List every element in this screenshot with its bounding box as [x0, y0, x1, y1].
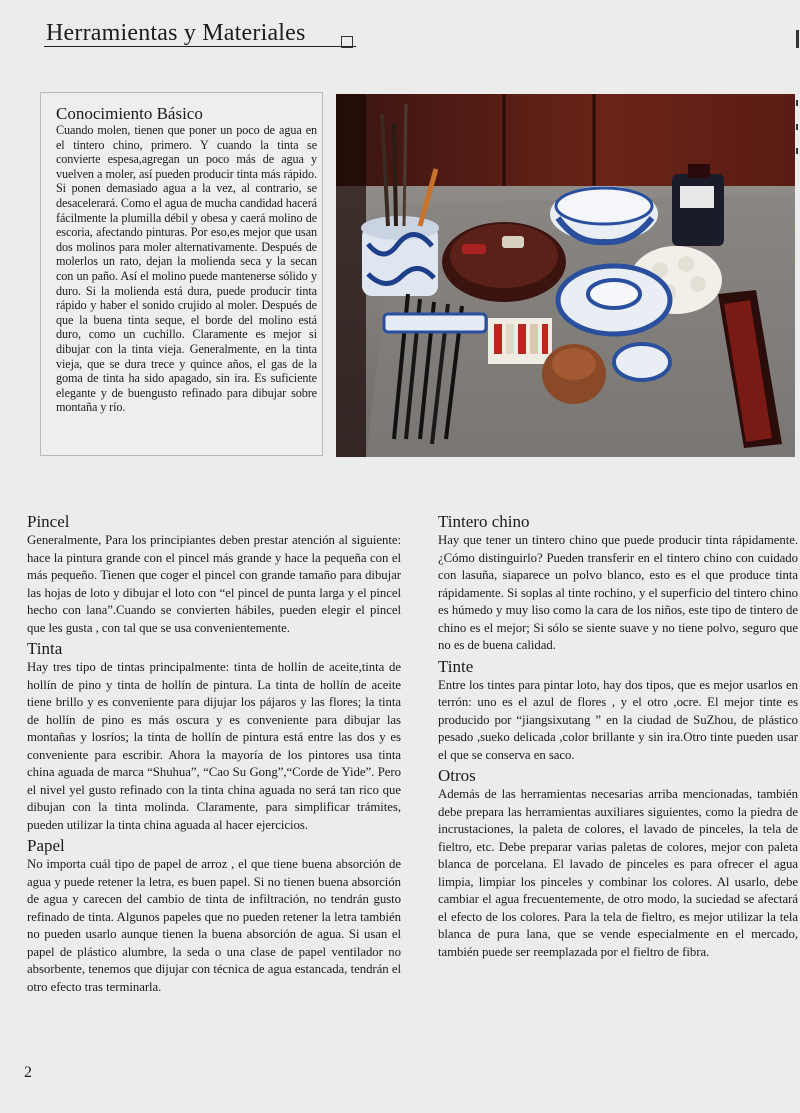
next-page-edge [796, 30, 800, 230]
left-column [27, 512, 401, 998]
section-text-pincel: Generalmente, Para los principiantes deben prestar atención al siguiente: hace la pintura grande con el pincel más grande y hace la pequeña con el más pequeño. Tienen que coger el pincel con grande tamaño para dibujar las hojas de loto y dibujar el loto con “el pincel de punta larga y el pincel hecho con lana”.Cuando se convierten hábiles, pueden elegir el pincel que les gusta , con tal que se usa convenientemente. [27, 533, 401, 635]
section-title-papel: Papel [27, 836, 65, 855]
page-number: 2 [24, 1064, 32, 1081]
knowledge-text: Cuando molen, tienen que poner un poco de agua en el tintero chino, primero. Y cuando la tinta se convierte espesa,agregan un poco más de agua y vuelven a moler, así pueden producir tinta más rápido. Si ponen demasiado agua a la vez, al contrario, se desacelerará. Como el agua de mucha candidad hacerá fácilmente la plumilla débil y obesa y caerá molino de escoria, afectando pinturas. Por eso,es mejor que usan dos molinos para moler alternativamente. Después de molerlos un rato, dejan la molienda seca y la secan con un paño. Así el molino puede mantenerse sólido y duro. Si la molienda está dura, puede producir tinta rápido y haber el sonido crujido al moler. Después de que la buena tinta seque, el borde del molino está duro, como un cuchillo. Claramente es mejor si dibujar con la tinta vieja. Generalmente, en la tinta vieja, que se dura trece y quince años, el gas de la goma de tinta ha sido apagado, sin ira. Es suficiente elegante y de buengusto refinado para dibujar sobre montaña y río. [56, 123, 317, 415]
section-title-tintero: Tintero chino [438, 512, 530, 531]
section-title-tinte: Tinte [438, 656, 474, 676]
section-text-otros: Además de las herramientas necesarias arriba mencionadas, también debe prepara las herramientas auxiliares siguientes, como la piedra de incrustaciones, la paleta de colores, el lavado de pinceles, la tela de fieltro, etc. Debe preparar varias paletas de colores, mejor con paleta blanca de porcelana. El lavado de pinceles es para ofrecer el agua limpia, limpiar los pinceles y combinar los colores. Al usarlo, debe cambiar el agua frecuentemente, de otro modo, la suciedad se afectará el efecto de los colores. Para la tela de fieltro, es mejor utilizar la tela blanca de pura lana, que se vende especialmente en el mercado, también puede ser reemplazada por el fieltro de fibra. [438, 787, 798, 959]
section-text-papel: No importa cuál tipo de papel de arroz , el que tiene buena absorción de agua y puede retener la letra, es buen papel. Si no tienen buena absorción de agua y carecen del cambio de tinta de infiltración, no tendrán gusto refinado de tinta. Algunos papeles que no pueden retener la letra también no pueden usarlo aunque tienen la buena absorción de agua. Si usan el papel de plástico alumbre, la seda o una clase de papel ventilador no absorbente, tenemos que dijujar con técnica de agua estancada, tendrán el otro efecto tras terminarla. [27, 857, 401, 994]
section-text-tinte: Entre los tintes para pintar loto, hay dos tipos, que es mejor usarlos en terrón: uno es el azul de flores , y el otro ,ocre. El mejor tinte es producido por “jiangsixutang ” en la ciudad de SuZhou, de plástico pesado ,sueko delicada ,color brillante y sin ira.Otro tinte pueden usar el que se conserva en saco. [438, 677, 798, 762]
section-text-tinta: Hay tres tipo de tintas principalmente: tinta de hollín de aceite,tinta de hollín de pino y tinta de hollín de pintura. La tinta de hollín de aceite tiene brillo y es conveniente para dijujar los pájaros y las flores; la tinta de hollín de pino es más oscura y es conveniente para dibujar las montañas y losríos; la tinta de hollín de pintura está entre las dos y es conveniente para escribir. Ahora la mayoría de los pintores usa tinta china aguada de marca “Shuhua”, “Cao Su Gong”,“Corde de Yide”. Pero el nivel yel gusto refinado con la tinta china aguada no será tan rico que dibujan con la tinta molinda. Claramente, para simplificar trámites, pueden utilizar la tinta china aguada al hacer ejercicios. [27, 660, 401, 832]
section-title-otros: Otros [438, 766, 476, 785]
section-text-tintero: Hay que tener un tintero chino que puede producir tinta rápidamente. ¿Cómo distinguirlo? Pueden transferir en el tintero chino con cuidado con lasuña, siaparece un polvo blanco, esto es el que produce tinta rápidamente. Si soplas al tinte rochino, y el superficio del tintero chino es húmedo y muy liso como la cara de los niños, este tipo de tintero de chino es el mejor; Si sólo se siente suave y no tiene polvo, seguro que no es de buena calidad. [438, 533, 798, 652]
section-title-tinta: Tinta [27, 639, 63, 658]
knowledge-title: Conocimiento Básico [56, 104, 203, 123]
knowledge-box [40, 92, 323, 456]
tools-photo-illustration [336, 94, 795, 457]
right-column [438, 512, 798, 963]
title-underline [44, 46, 356, 47]
checkbox-square-icon [341, 36, 353, 48]
section-title-pincel: Pincel [27, 512, 70, 531]
page-title: Herramientas y Materiales [46, 20, 306, 46]
tools-photo [336, 94, 795, 457]
